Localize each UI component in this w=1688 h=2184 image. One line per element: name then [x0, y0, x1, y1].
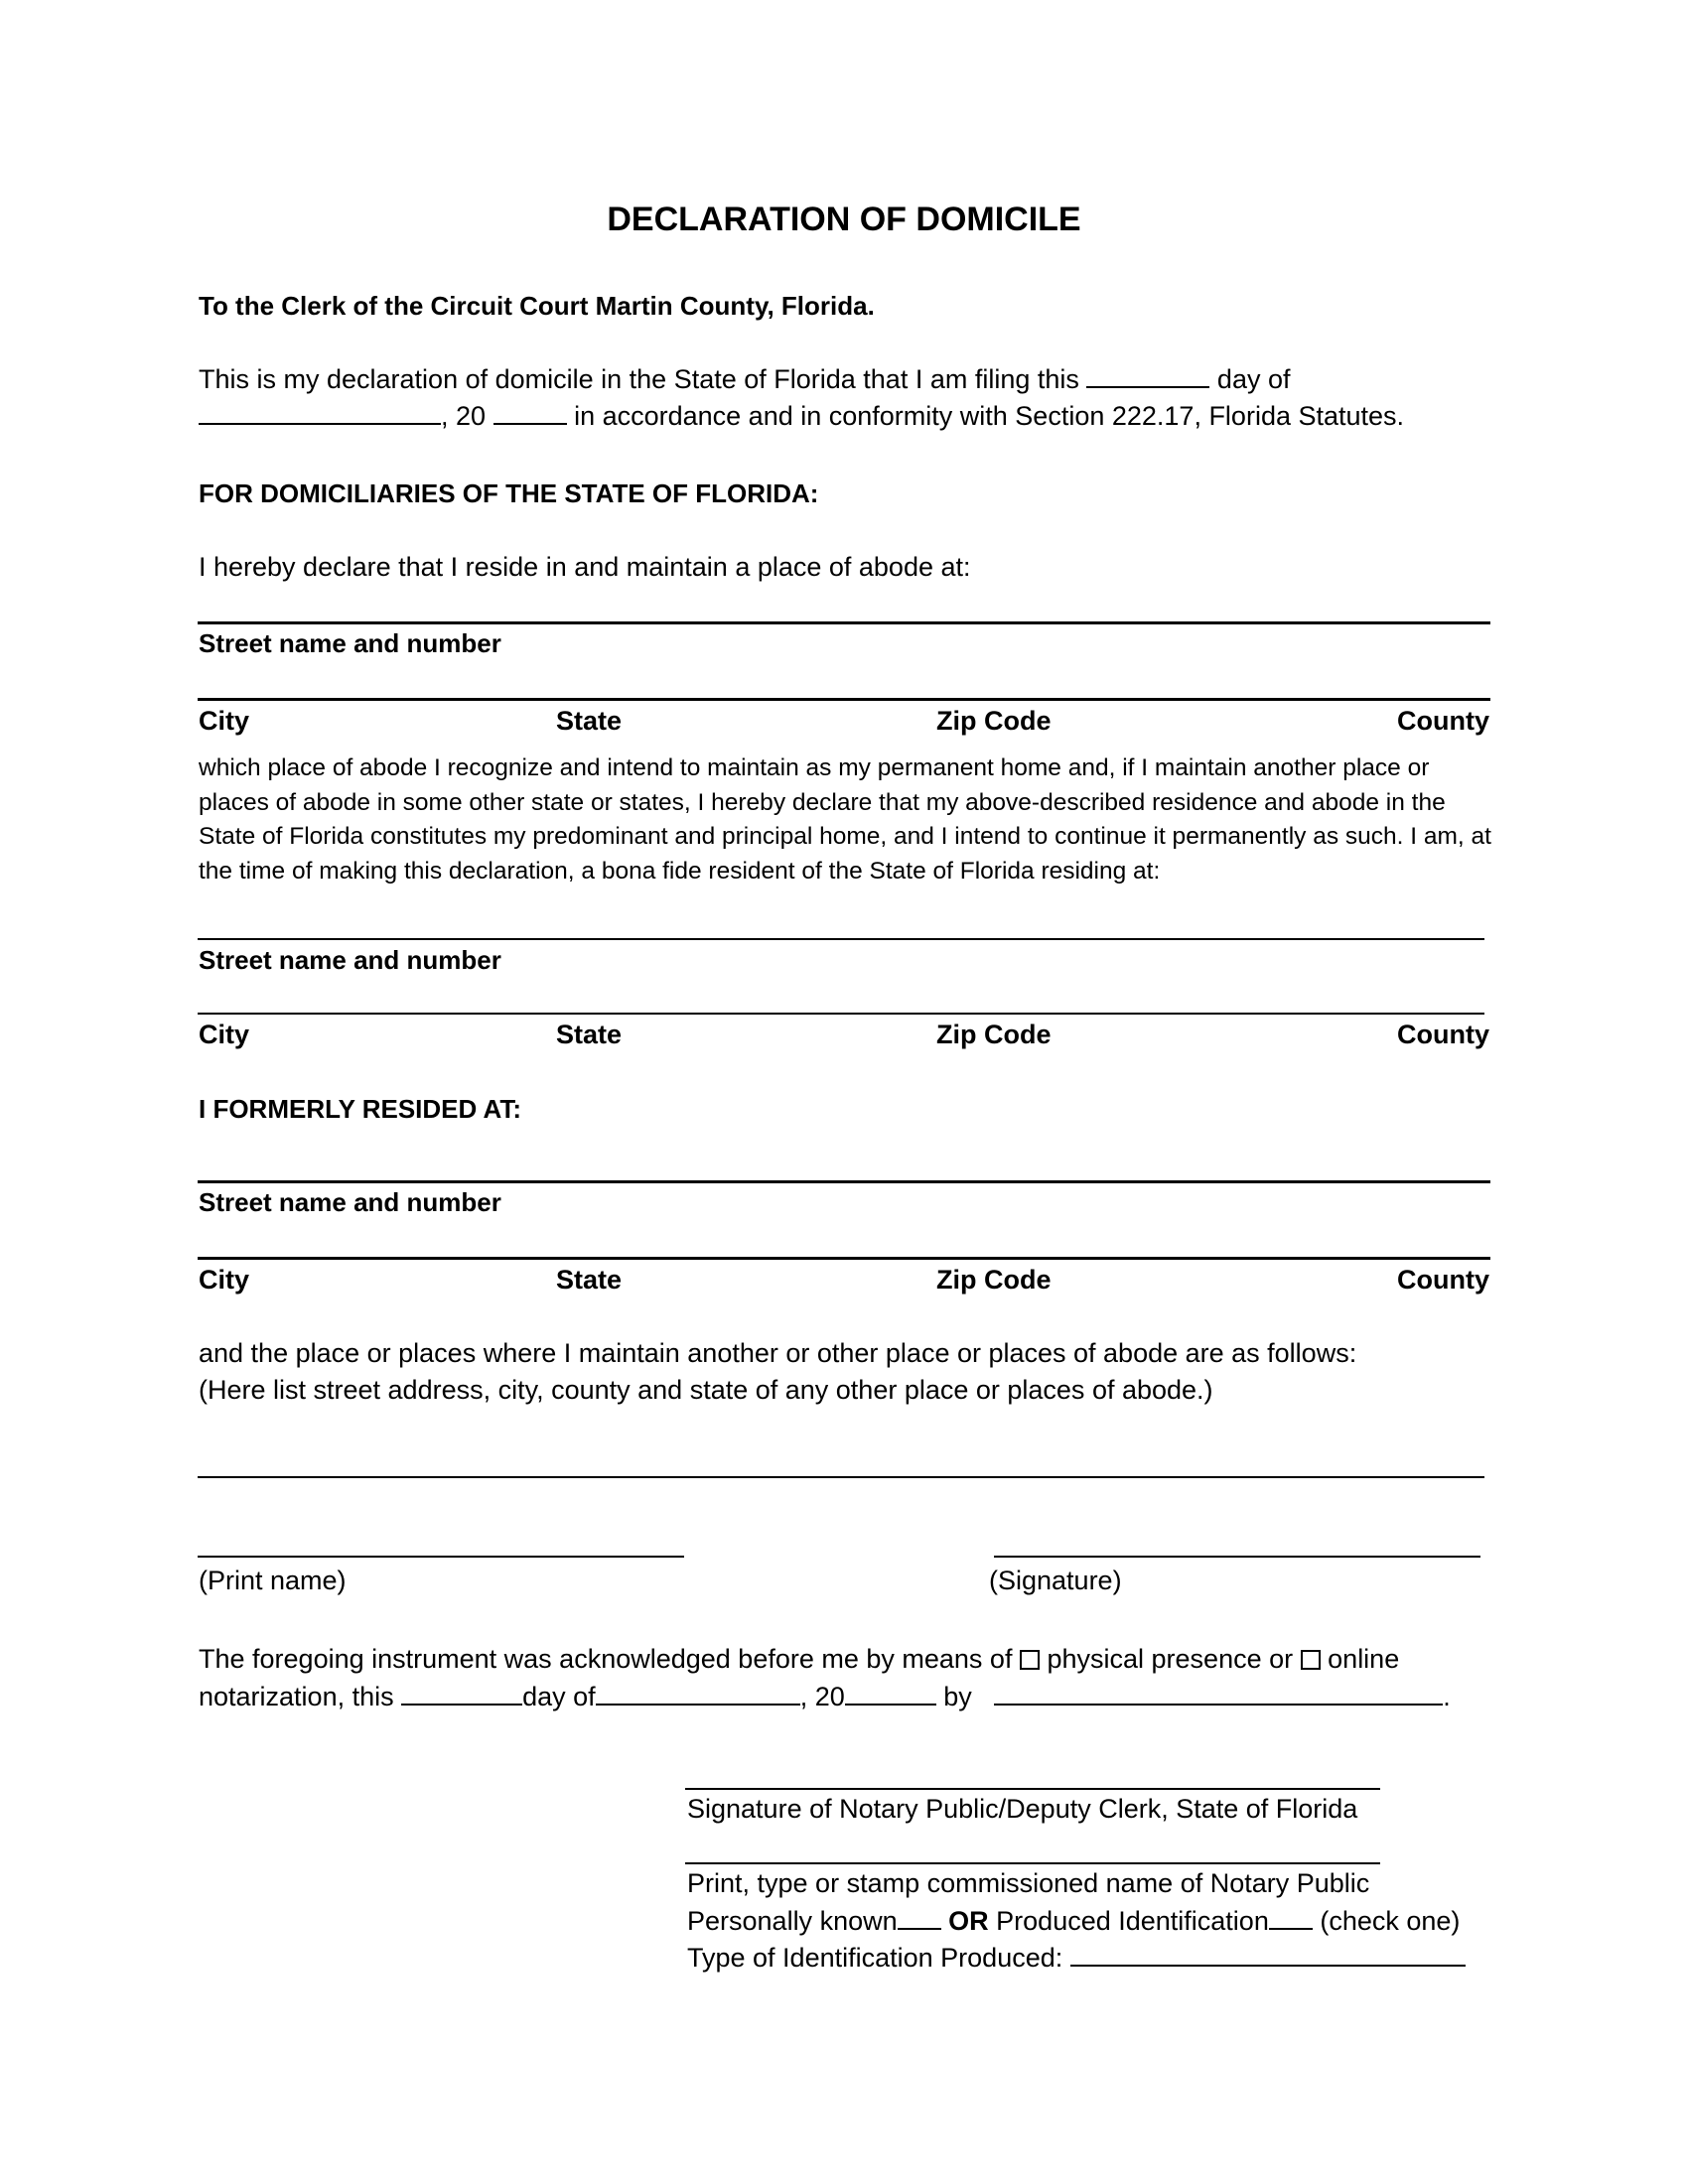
county-label: County — [1397, 1020, 1489, 1049]
former-street-line[interactable] — [198, 1180, 1490, 1183]
produced-id-label: Produced Identification — [996, 1906, 1269, 1936]
notary-year-field[interactable] — [845, 1682, 936, 1706]
or-label: OR — [948, 1906, 989, 1936]
formerly-heading: I FORMERLY RESIDED AT: — [199, 1094, 522, 1124]
physical-presence-checkbox[interactable] — [1020, 1650, 1040, 1670]
signature-line[interactable] — [994, 1556, 1480, 1558]
intro-text-2: day of — [1216, 364, 1291, 394]
city-label: City — [199, 1265, 250, 1295]
city-label: City — [199, 1020, 250, 1049]
ack-text-5: by — [943, 1682, 972, 1711]
ack-end: . — [1443, 1682, 1451, 1711]
intro-line-1 — [199, 364, 1290, 395]
filing-year-field[interactable] — [493, 401, 567, 425]
state-label: State — [556, 1265, 623, 1295]
street-label: Street name and number — [199, 628, 501, 658]
document-title: DECLARATION OF DOMICILE — [607, 201, 1081, 238]
domiciliaries-heading: FOR DOMICILIARIES OF THE STATE OF FLORIDA: — [199, 478, 819, 508]
notary-print-label: Print, type or stamp commissioned name of Notary Public — [687, 1868, 1370, 1898]
ack-text-4: , 20 — [799, 1682, 845, 1711]
print-name-label: (Print name) — [199, 1566, 347, 1595]
intro-line-2 — [199, 401, 1404, 432]
street-label: Street name and number — [199, 1187, 501, 1217]
physical-presence-label: physical presence or — [1047, 1644, 1294, 1674]
state-label: State — [556, 1020, 623, 1049]
zip-label: Zip Code — [936, 1020, 1052, 1049]
signature-label: (Signature) — [989, 1566, 1122, 1595]
acknowledgment-line-1 — [199, 1644, 1399, 1675]
zip-label: Zip Code — [936, 1265, 1052, 1295]
acknowledgment-line-2 — [199, 1682, 1451, 1712]
declare-line: I hereby declare that I reside in and maintain a place of abode at: — [199, 552, 971, 582]
online-checkbox[interactable] — [1301, 1650, 1321, 1670]
personally-known-label: Personally known — [687, 1906, 898, 1936]
state-label: State — [556, 706, 623, 736]
resident-street-line[interactable] — [198, 938, 1484, 940]
other-places-line-1: and the place or places where I maintain another or other place or places of abode are as follows: — [199, 1338, 1357, 1368]
abode-paragraph: which place of abode I recognize and intend to maintain as my permanent home and, if I maintain another place or places of abode in some other state or states, I hereby declare that my above-described residence and abode in the State of Florida constitutes my predominant and principal home, and I intend to continue it permanently as such. I am, at the time of making this declaration, a bona fide resident of the State of Florida residing at: — [199, 754, 1491, 885]
former-city-line[interactable] — [198, 1257, 1490, 1260]
id-type-field[interactable] — [1070, 1943, 1466, 1967]
county-label: County — [1397, 1265, 1489, 1295]
city-label: City — [199, 706, 250, 736]
other-places-line[interactable] — [198, 1476, 1484, 1478]
notary-print-name-line[interactable] — [685, 1862, 1380, 1864]
id-type-line — [687, 1943, 1466, 1974]
zip-label: Zip Code — [936, 706, 1052, 736]
print-name-line[interactable] — [198, 1556, 684, 1558]
county-label: County — [1397, 706, 1489, 736]
notary-day-field[interactable] — [401, 1682, 522, 1706]
identification-line — [687, 1906, 1460, 1937]
notary-month-field[interactable] — [596, 1682, 800, 1706]
personally-known-field[interactable] — [898, 1906, 941, 1930]
ack-text-2: notarization, this — [199, 1682, 394, 1711]
notary-signature-line[interactable] — [685, 1788, 1380, 1790]
resident-city-line[interactable] — [198, 1013, 1484, 1015]
intro-text-3: , 20 — [441, 401, 487, 431]
residence-street-line[interactable] — [198, 621, 1490, 624]
acknowledged-by-field[interactable] — [994, 1682, 1443, 1706]
produced-id-field[interactable] — [1269, 1906, 1313, 1930]
other-places-line-2: (Here list street address, city, county and state of any other place or places of abode.) — [199, 1375, 1213, 1405]
filing-month-field[interactable] — [199, 401, 441, 425]
intro-text-1: This is my declaration of domicile in the State of Florida that I am filing this — [199, 364, 1079, 394]
street-label: Street name and number — [199, 945, 501, 975]
residence-city-line[interactable] — [198, 698, 1490, 701]
online-label: online — [1328, 1644, 1400, 1674]
check-one-label: (check one) — [1320, 1906, 1461, 1936]
clerk-address-line: To the Clerk of the Circuit Court Martin County, Florida. — [199, 291, 875, 321]
ack-text-3: day of — [522, 1682, 596, 1711]
ack-text-1: The foregoing instrument was acknowledged before me by means of — [199, 1644, 1013, 1674]
intro-text-4: in accordance and in conformity with Section 222.17, Florida Statutes. — [574, 401, 1405, 431]
id-type-label: Type of Identification Produced: — [687, 1943, 1063, 1973]
notary-signature-label: Signature of Notary Public/Deputy Clerk, State of Florida — [687, 1794, 1358, 1824]
filing-day-field[interactable] — [1086, 364, 1209, 388]
